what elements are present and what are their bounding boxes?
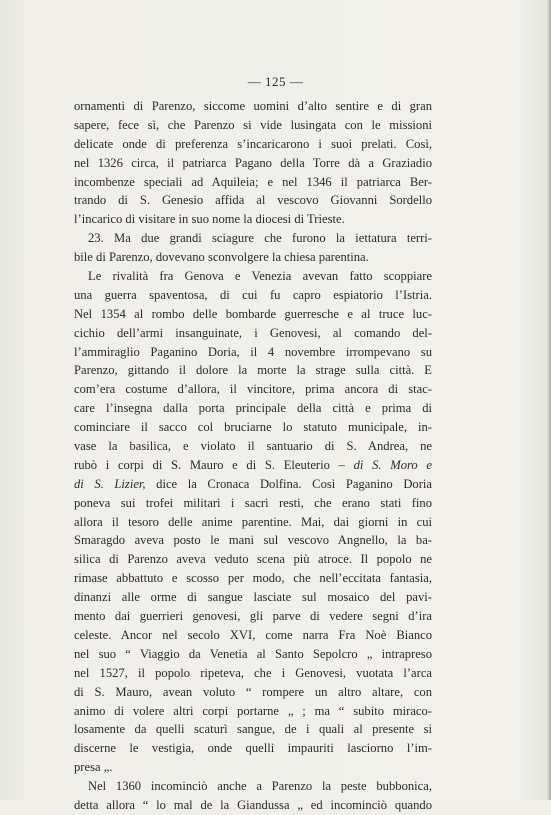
- italic-text: – di S. Moro e: [329, 457, 433, 472]
- text-line: [74, 380, 432, 399]
- text-line: [74, 399, 432, 418]
- line-text: Parenzo, gittando il dolore la morte la strage sulla città. E: [74, 363, 432, 378]
- line-text: animo di volere altri corpi portarne „ ; ma “ subito miraco-: [74, 703, 432, 718]
- line-text: trando di S. Genesio affida al vescovo Giovanni Sordello: [74, 193, 432, 208]
- text-line: [74, 531, 432, 550]
- line-text: Le rivalità fra Genova e Venezia avevan fatto scoppiare: [88, 269, 432, 284]
- text-line: [74, 191, 432, 210]
- page-number: — 125 —: [247, 74, 304, 89]
- text-line: [74, 173, 432, 192]
- text-line: [74, 569, 432, 588]
- text-line: [74, 739, 432, 758]
- line-text: bile di Parenzo, dovevano sconvolgere la chiesa parentina.: [74, 250, 369, 265]
- line-text: detta allora “ lo mal de la Giandussa „ ed incominciò quando: [74, 797, 432, 812]
- text-line: [74, 437, 432, 456]
- line-text: Smaragdo aveva posto le mani sul vescovo Angnello, la ba-: [74, 533, 432, 548]
- text-line: [74, 494, 432, 513]
- line-text: l’incarico di visitare in suo nome la diocesi di Trieste.: [74, 212, 345, 227]
- line-text: dinanzi alle orme di sangue lasciate sul mosaico del pavi-: [74, 590, 432, 605]
- line-text: discerne le vestigia, onde quelli impauriti lasciorno l’im-: [74, 741, 432, 756]
- line-text: Nel 1354 al rombo delle bombarde guerresche e al truce luc-: [74, 306, 432, 321]
- text-line: [74, 702, 432, 721]
- line-text: mento dai guerrieri genovesi, gli parve di vedere segni d’ira: [74, 609, 432, 624]
- line-text: cominciare il sacco col bruciarne lo statuto municipale, in-: [74, 420, 432, 435]
- line-text: sapere, fece sì, che Parenzo si vide lusingata con le missioni: [74, 117, 432, 132]
- text-line: [74, 229, 432, 248]
- text-line: [74, 343, 432, 362]
- italic-text: di S. Lizier,: [74, 476, 146, 491]
- text-line: [74, 267, 432, 286]
- text-line: [74, 305, 432, 324]
- line-text: silica di Parenzo aveva veduto scena più atroce. Il popolo ne: [74, 552, 432, 567]
- line-text: rimase abbattuto e scosso per modo, che nell’eccitata fantasia,: [74, 571, 432, 586]
- line-text: delicate onde di preferenza s’incaricarono i suoi prelati. Così,: [74, 136, 432, 151]
- line-text: care l’insegna dalla porta principale della città e prima di: [74, 401, 432, 416]
- line-text: allora il tesoro delle anime parentine. Mai, dai giorni in cui: [74, 514, 432, 529]
- text-line: [74, 550, 432, 569]
- text-line: [74, 286, 432, 305]
- text-line: [74, 664, 432, 683]
- page-edge-shadow: [547, 0, 551, 800]
- text-line: [74, 607, 432, 626]
- line-text: nel 1527, il popolo ripeteva, che i Genovesi, vuotata l’arca: [74, 665, 432, 680]
- line-text: com’era costume d’allora, il vincitore, prima ancora di stac-: [74, 382, 432, 397]
- line-text: una guerra spaventosa, di cui fu capro espiatorio l’Istria.: [74, 287, 432, 302]
- line-text: nel 1326 circa, il patriarca Pagano della Torre dà a Graziadio: [74, 155, 432, 170]
- text-line: [74, 154, 432, 173]
- line-text: Nel 1360 incominciò anche a Parenzo la peste bubbonica,: [88, 779, 432, 794]
- text-line: [74, 777, 432, 796]
- line-text: dice la Cronaca Dolfina. Così Paganino Doria: [145, 476, 432, 491]
- line-text: di S. Mauro, avean voluto “ rompere un altro altare, con: [74, 684, 432, 699]
- text-line: [74, 758, 432, 777]
- line-text: ornamenti di Parenzo, siccome uomini d’alto sentire e di gran: [74, 99, 432, 113]
- text-line: [74, 456, 432, 475]
- text-line: [74, 135, 432, 154]
- line-text: rubò i corpi di S. Mauro e di S. Eleuterio: [74, 457, 330, 472]
- text-line: [74, 418, 432, 437]
- text-line: [74, 796, 432, 815]
- line-text: 23. Ma due grandi sciagure che furono la iettatura terri-: [88, 231, 432, 246]
- text-line: [74, 97, 432, 116]
- text-line: [74, 513, 432, 532]
- line-text: nel suo “ Viaggio da Venetia al Santo Sepolcro „ intrapreso: [74, 646, 432, 661]
- text-line: [74, 588, 432, 607]
- line-text: l’ammiraglio Paganino Doria, il 4 novembre irrompevano su: [74, 344, 432, 359]
- line-text: celeste. Ancor nel secolo XVI, come narra Fra Noè Bianco: [74, 627, 432, 642]
- body-text: [74, 97, 432, 815]
- text-line: [74, 683, 432, 702]
- text-line: [74, 626, 432, 645]
- text-line: [74, 210, 432, 229]
- text-line: [74, 720, 432, 739]
- line-text: losamente da quelli scaturì sangue, de i quali al presente si: [74, 722, 432, 737]
- text-line: [74, 475, 432, 494]
- line-text: vase la basilica, e violato il santuario di S. Andrea, ne: [74, 439, 432, 454]
- line-text: incombenze speciali ad Aquileia; e nel 1346 il patriarca Ber-: [74, 174, 432, 189]
- text-line: [74, 116, 432, 135]
- line-text: presa „.: [74, 760, 113, 775]
- text-line: [74, 324, 432, 343]
- text-line: [74, 645, 432, 664]
- text-line: [74, 361, 432, 380]
- line-text: poneva sui trofei militari i sacri resti, che erano stati fino: [74, 495, 432, 510]
- line-text: cichio dell’armi insanguinate, i Genovesi, al comando del-: [74, 325, 432, 340]
- text-line: [74, 248, 432, 267]
